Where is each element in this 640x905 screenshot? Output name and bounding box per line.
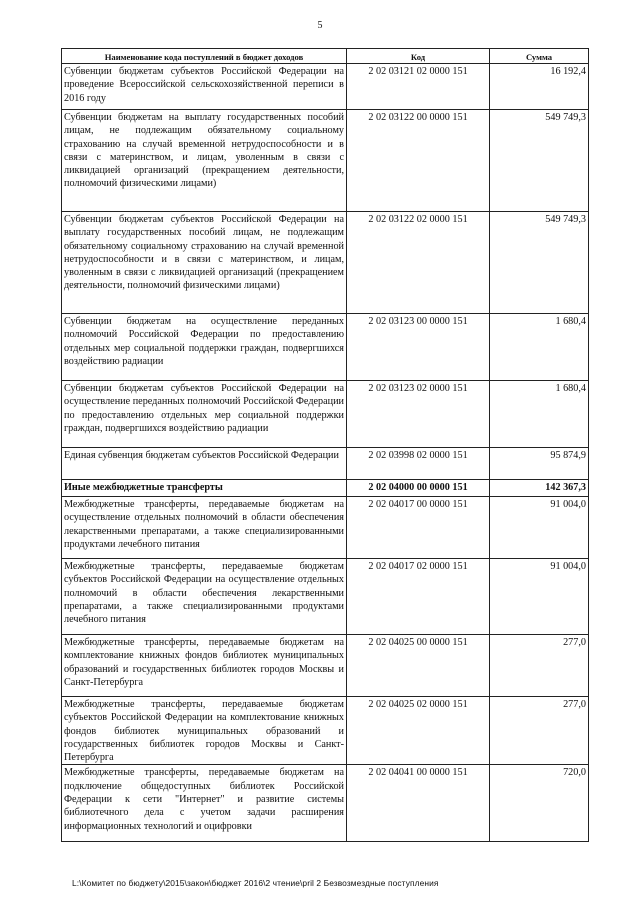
row-sum: 95 874,9: [490, 448, 589, 480]
row-sum: 549 749,3: [490, 212, 589, 314]
header-code: Код: [347, 49, 490, 64]
row-code: 2 02 04017 02 0000 151: [347, 559, 490, 635]
row-name: Межбюджетные трансферты, передаваемые бюджетам субъектов Российской Федерации на осуществление отдельных полномочий в области обеспечения лекарственными препаратами, а также специализированными продуктами лечебного питания: [62, 559, 347, 635]
table-row: [62, 381, 589, 448]
row-name: Субвенции бюджетам субъектов Российской Федерации на проведение Всероссийской сельскохозяйственной переписи в 2016 году: [62, 64, 347, 110]
row-code: 2 02 04041 00 0000 151: [347, 765, 490, 842]
revenue-table: [61, 48, 589, 842]
header-name: Наименование кода поступлений в бюджет доходов: [62, 49, 347, 64]
row-name: Межбюджетные трансферты, передаваемые бюджетам на комплектование книжных фондов библиотек муниципальных образований и государственных библиотек городов Москвы и Санкт-Петербурга: [62, 635, 347, 697]
row-sum: 1 680,4: [490, 314, 589, 381]
table-row: [62, 314, 589, 381]
table-body: [62, 64, 589, 842]
row-sum: 1 680,4: [490, 381, 589, 448]
row-code: 2 02 04025 00 0000 151: [347, 635, 490, 697]
row-name: Единая субвенция бюджетам субъектов Российской Федерации: [62, 448, 347, 480]
row-name: Межбюджетные трансферты, передаваемые бюджетам на подключение общедоступных библиотек Российской Федерации к сети "Интернет" и развитие системы библиотечного дела с учетом задачи расширения информационных технологий и оцифровки: [62, 765, 347, 842]
row-code: 2 02 04025 02 0000 151: [347, 697, 490, 765]
row-code: 2 02 03121 02 0000 151: [347, 64, 490, 110]
row-code: 2 02 03122 02 0000 151: [347, 212, 490, 314]
row-sum: 277,0: [490, 635, 589, 697]
table-row: [62, 635, 589, 697]
row-name: Субвенции бюджетам субъектов Российской Федерации на выплату государственных пособий лицам, не подлежащим обязательному социальному страхованию на случай временной нетрудоспособности и в связи с материнством, и лицам, уволенным в связи с ликвидацией организаций (прекращением деятельности, полномочий физическими лицами): [62, 212, 347, 314]
row-code: 2 02 04000 00 0000 151: [347, 480, 490, 497]
row-name: Субвенции бюджетам на осуществление переданных полномочий Российской Федерации по предоставлению отдельных мер социальной поддержки граждан, подвергшихся воздействию радиации: [62, 314, 347, 381]
row-name: Субвенции бюджетам субъектов Российской Федерации на осуществление переданных полномочий Российской Федерации по предоставлению отдельных мер социальной поддержки граждан, подвергшихся воздействию радиации: [62, 381, 347, 448]
row-code: 2 02 03123 02 0000 151: [347, 381, 490, 448]
row-sum: 91 004,0: [490, 497, 589, 559]
row-sum: 142 367,3: [490, 480, 589, 497]
row-name: Иные межбюджетные трансферты: [62, 480, 347, 497]
table-row: [62, 110, 589, 212]
table-row: [62, 559, 589, 635]
row-code: 2 02 03998 02 0000 151: [347, 448, 490, 480]
row-name: Субвенции бюджетам на выплату государственных пособий лицам, не подлежащим обязательному социальному страхованию на случай временной нетрудоспособности и в связи с материнством, и лицам, уволенным в связи с ликвидацией организаций (прекращением деятельности, полномочий физическими лицами): [62, 110, 347, 212]
row-sum: 16 192,4: [490, 64, 589, 110]
row-code: 2 02 03123 00 0000 151: [347, 314, 490, 381]
header-sum: Сумма: [490, 49, 589, 64]
page-number: 5: [317, 20, 323, 31]
table-row: [62, 448, 589, 480]
row-name: Межбюджетные трансферты, передаваемые бюджетам субъектов Российской Федерации на комплектование книжных фондов библиотек муниципальных образований и государственных библиотек городов Москвы и Санкт-Петербурга: [62, 697, 347, 765]
table-row: [62, 497, 589, 559]
table-row: [62, 697, 589, 765]
table-row: [62, 480, 589, 497]
row-sum: 277,0: [490, 697, 589, 765]
table-row: [62, 212, 589, 314]
table-row: [62, 64, 589, 110]
row-sum: 720,0: [490, 765, 589, 842]
row-code: 2 02 04017 00 0000 151: [347, 497, 490, 559]
row-sum: 549 749,3: [490, 110, 589, 212]
row-name: Межбюджетные трансферты, передаваемые бюджетам на осуществление отдельных полномочий в области обеспечения лекарственными препаратами, а также специализированными продуктами лечебного питания: [62, 497, 347, 559]
row-sum: 91 004,0: [490, 559, 589, 635]
row-code: 2 02 03122 00 0000 151: [347, 110, 490, 212]
table-header-row: [62, 49, 589, 64]
table-row: [62, 765, 589, 842]
file-path-footer: L:\Комитет по бюджету\2015\закон\бюджет 2016\2 чтение\pril 2 Безвозмездные поступления: [72, 878, 439, 888]
